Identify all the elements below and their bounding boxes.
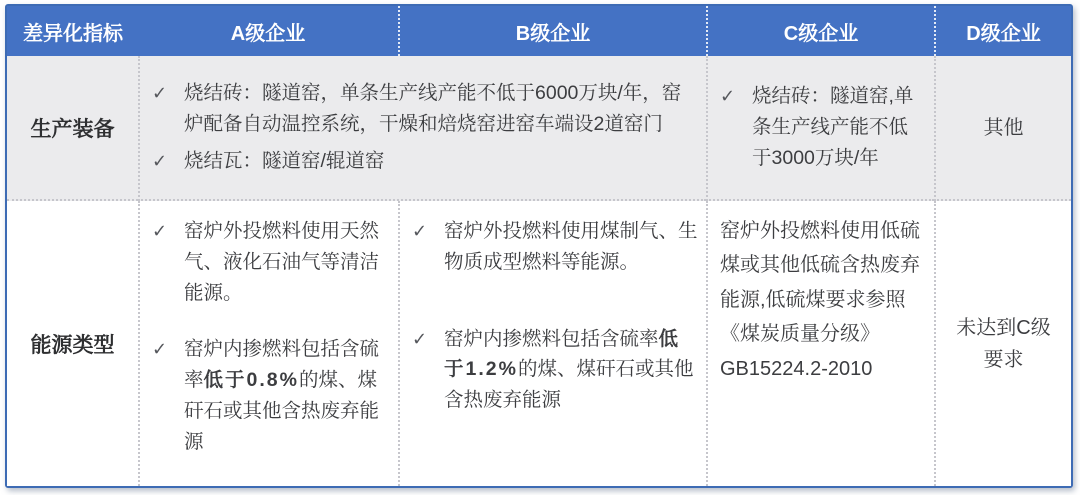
check-icon: ✓	[720, 86, 736, 107]
bullet-item	[708, 81, 934, 173]
bullet-item	[140, 78, 706, 140]
bullet-text: 窑炉外投燃料使用天然气、液化石油气等清洁能源。	[184, 220, 380, 304]
header-cell-grade-c: C级企业	[706, 6, 934, 56]
cell-production-grade-ab	[138, 56, 706, 201]
check-icon: ✓	[152, 221, 168, 241]
cell-energy-grade-b	[398, 201, 706, 486]
header-cell-grade-a: A级企业	[138, 6, 398, 56]
bullet-item	[140, 146, 706, 177]
cell-production-grade-c	[706, 56, 934, 201]
header-cell-indicator: 差异化指标	[7, 6, 138, 56]
row-label-energy-type: 能源类型	[7, 201, 138, 486]
grade-criteria-table	[5, 4, 1073, 488]
cell-energy-grade-c: 窑炉外投燃料使用低硫煤或其他低硫含热废弃能源,低硫煤要求参照《煤炭质量分级》GB15224.2-2010	[706, 201, 934, 486]
cell-energy-grade-d: 未达到C级要求	[934, 201, 1071, 486]
bullet-item	[400, 324, 706, 416]
bullet-item	[140, 334, 398, 457]
bullet-text: 烧结瓦：隧道窑/辊道窑	[184, 149, 385, 172]
check-icon: ✓	[412, 221, 428, 241]
header-cell-grade-d: D级企业	[934, 6, 1071, 56]
bullet-text: 窑炉外投燃料使用煤制气、生物质成型燃料等能源。	[444, 220, 698, 273]
cell-production-grade-d: 其他	[934, 56, 1071, 201]
bullet-item	[400, 216, 706, 278]
bullet-text: 烧结砖：隧道窑,单条生产线产能不低于3000万块/年	[752, 85, 914, 169]
bullet-text: 烧结砖：隧道窑，单条生产线产能不低于6000万块/年，窑炉配备自动温控系统，干燥和焙烧窑进窑车端设2道窑门	[184, 82, 682, 136]
check-icon: ✓	[152, 150, 168, 171]
bullet-text: 窑炉内掺燃料包括含硫率低于1.2%的煤、煤矸石或其他含热废弃能源	[444, 327, 694, 412]
row-label-production-equipment: 生产装备	[7, 56, 138, 201]
header-cell-grade-b: B级企业	[398, 6, 706, 56]
cell-energy-grade-a	[138, 201, 398, 486]
bullet-text: 窑炉内掺燃料包括含硫率低于0.8%的煤、煤矸石或其他含热废弃能源	[184, 338, 380, 453]
bullet-item	[140, 216, 398, 308]
check-icon: ✓	[152, 83, 168, 104]
check-icon: ✓	[412, 328, 428, 349]
check-icon: ✓	[152, 339, 168, 360]
